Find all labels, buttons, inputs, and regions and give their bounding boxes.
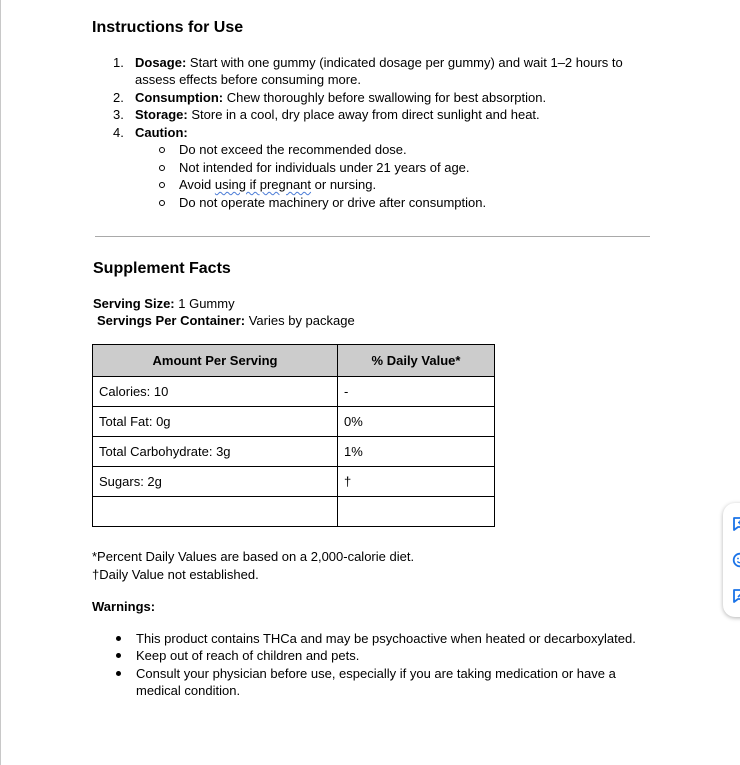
table-cell: 1% — [338, 437, 495, 467]
table-row — [93, 467, 495, 497]
supplement-facts-heading: Supplement Facts — [93, 260, 231, 277]
spelling-suggestion[interactable]: using if pregnant — [214, 177, 312, 192]
table-cell — [93, 497, 338, 527]
circle-bullet-icon — [159, 165, 165, 171]
bullet-icon — [116, 671, 121, 676]
suggest-edit-icon[interactable] — [732, 588, 740, 604]
servings-per-container: Servings Per Container: Varies by package — [97, 313, 355, 328]
table-cell: Sugars: 2g — [93, 467, 338, 497]
table-header: % Daily Value* — [338, 345, 495, 377]
table-row — [93, 497, 495, 527]
emoji-icon[interactable] — [732, 552, 740, 568]
table-cell: Calories: 10 — [93, 377, 338, 407]
add-comment-icon[interactable] — [732, 516, 740, 532]
bullet-icon — [116, 636, 121, 641]
circle-bullet-icon — [159, 147, 165, 153]
table-header: Amount Per Serving — [93, 345, 338, 377]
document-page: Instructions for Use 1. Dosage: Start with one gummy (indicated dosage per gummy) and wait 1–2 hours to assess effects before consuming more. 2. Consumption: Chew thoroughly before swallowing for best absorption. 3. Storage: Store in a cool, dry place away from direct sunlight and heat. 4. Caution: Do not exceed the recommended dose. Not intended for individuals under 21 years of age. Avoid using if pregnant or nursing. Do not operate machinery or drive after consumption. Supplement Facts Serving Size: 1 Gummy Servings Per Container: Varies by package Amount Per Serving % Daily Value* Calories: 10 - Total Fat: 0g 0% Total Carbohydrate: 3g 1% Sugars: 2g † *Percent Daily Values are based on a 2,000-calorie diet. †Daily Value not established. Warnings: This product contains THCa and may be psychoactive when heated or decarboxylated. Keep out of reach of children and pets. Consult your physician before use, especially if you are taking medication or have a medical condition. — [0, 0, 740, 765]
serving-size: Serving Size: 1 Gummy — [93, 296, 235, 311]
circle-bullet-icon — [159, 200, 165, 206]
table-row — [93, 407, 495, 437]
footnote-daily-values: *Percent Daily Values are based on a 2,000-calorie diet. — [92, 549, 415, 564]
footnote-dagger: †Daily Value not established. — [92, 567, 259, 582]
bullet-icon — [116, 653, 121, 658]
table-cell: Total Carbohydrate: 3g — [93, 437, 338, 467]
side-action-panel — [723, 503, 740, 617]
instructions-heading: Instructions for Use — [92, 19, 244, 36]
table-row — [93, 377, 495, 407]
horizontal-rule — [95, 236, 650, 237]
table-cell: Total Fat: 0g — [93, 407, 338, 437]
table-cell: - — [338, 377, 495, 407]
table-cell: 0% — [338, 407, 495, 437]
table-row — [93, 437, 495, 467]
table-header-row — [93, 345, 495, 377]
supplement-facts-table — [92, 344, 495, 527]
table-cell — [338, 497, 495, 527]
warnings-heading: Warnings: — [92, 599, 156, 614]
circle-bullet-icon — [159, 182, 165, 188]
table-cell: † — [338, 467, 495, 497]
